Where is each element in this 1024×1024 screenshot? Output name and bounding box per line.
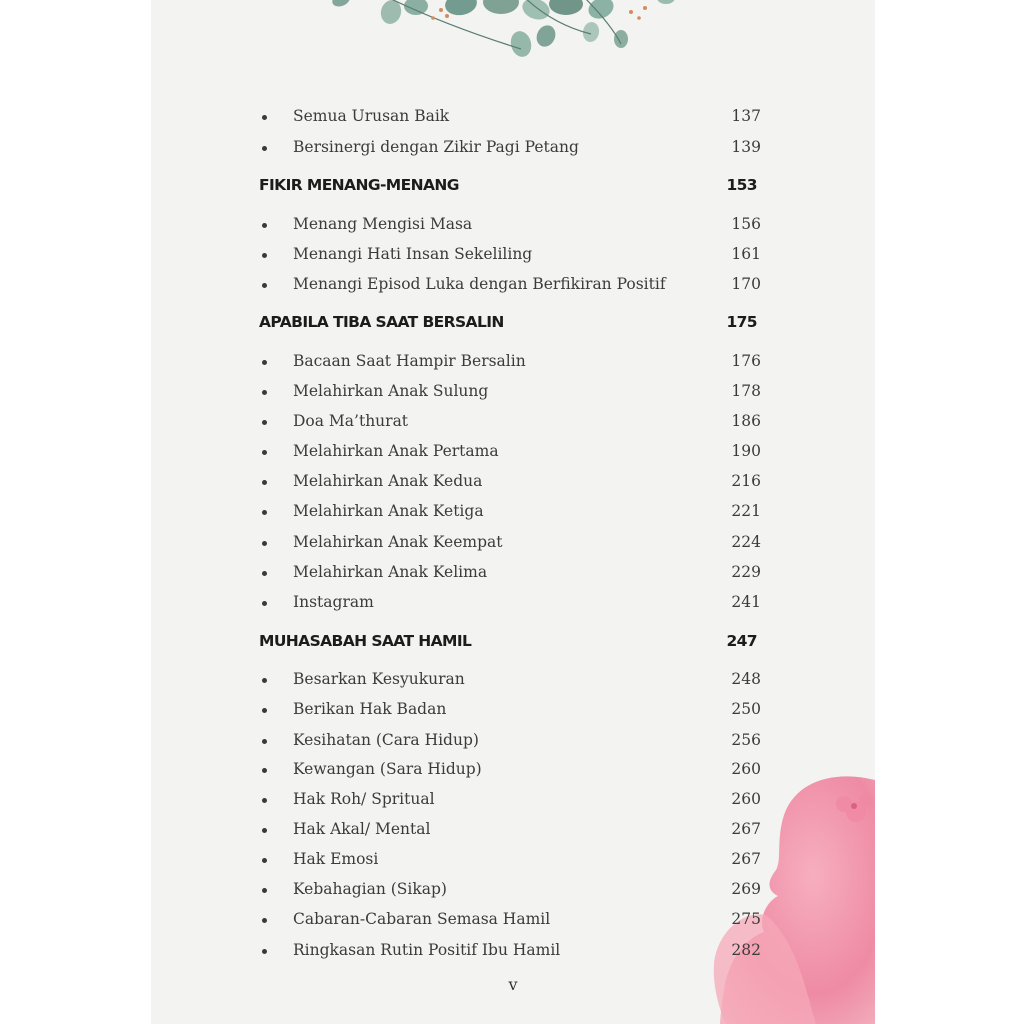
section-title: FIKIR MENANG-MENANG bbox=[259, 176, 459, 194]
toc-item-title: Instagram bbox=[293, 593, 374, 611]
toc-item-page: 137 bbox=[731, 107, 761, 125]
page-number: v bbox=[508, 975, 518, 994]
toc-item-page: 156 bbox=[731, 215, 761, 233]
toc-item[interactable] bbox=[151, 409, 875, 437]
toc-item[interactable] bbox=[151, 560, 875, 588]
toc-item-page: 161 bbox=[731, 245, 761, 263]
toc-item-page: 269 bbox=[731, 880, 761, 898]
toc-item[interactable] bbox=[151, 104, 875, 132]
toc-item[interactable] bbox=[151, 817, 875, 845]
toc-item-page: 178 bbox=[731, 382, 761, 400]
toc-item[interactable] bbox=[151, 697, 875, 725]
toc-item[interactable] bbox=[151, 469, 875, 497]
toc-item[interactable] bbox=[151, 135, 875, 163]
toc-item-title: Kesihatan (Cara Hidup) bbox=[293, 731, 479, 749]
toc-item-title: Melahirkan Anak Keempat bbox=[293, 533, 503, 551]
toc-item-title: Melahirkan Anak Kelima bbox=[293, 563, 488, 581]
toc-item[interactable] bbox=[151, 938, 875, 966]
toc-item[interactable] bbox=[151, 847, 875, 875]
bullet-icon bbox=[262, 450, 267, 455]
bullet-icon bbox=[262, 420, 267, 425]
toc-item[interactable] bbox=[151, 907, 875, 935]
bullet-icon bbox=[262, 798, 267, 803]
toc-item-page: 229 bbox=[731, 563, 761, 581]
toc-item-title: Semua Urusan Baik bbox=[293, 107, 450, 125]
bullet-icon bbox=[262, 541, 267, 546]
toc-item-title: Kewangan (Sara Hidup) bbox=[293, 760, 482, 778]
bullet-icon bbox=[262, 146, 267, 151]
toc-item-page: 186 bbox=[731, 412, 761, 430]
toc-item-title: Menangi Hati Insan Sekeliling bbox=[293, 245, 533, 263]
toc-item-page: 282 bbox=[731, 941, 761, 959]
bullet-icon bbox=[262, 678, 267, 683]
toc-item[interactable] bbox=[151, 877, 875, 905]
toc-item-page: 250 bbox=[731, 700, 761, 718]
toc-item-title: Hak Roh/ Spritual bbox=[293, 790, 435, 808]
toc-item[interactable] bbox=[151, 728, 875, 756]
toc-item[interactable] bbox=[151, 439, 875, 467]
bullet-icon bbox=[262, 571, 267, 576]
bullet-icon bbox=[262, 253, 267, 258]
toc-item-page: 275 bbox=[731, 910, 761, 928]
toc-item-title: Besarkan Kesyukuran bbox=[293, 670, 465, 688]
table-of-contents bbox=[151, 0, 875, 1024]
toc-item[interactable] bbox=[151, 530, 875, 558]
toc-section-heading[interactable] bbox=[151, 629, 875, 657]
toc-item[interactable] bbox=[151, 242, 875, 270]
bullet-icon bbox=[262, 949, 267, 954]
bullet-icon bbox=[262, 828, 267, 833]
bullet-icon bbox=[262, 480, 267, 485]
toc-item-title: Menangi Episod Luka dengan Berfikiran Positif bbox=[293, 275, 666, 293]
toc-item-title: Bersinergi dengan Zikir Pagi Petang bbox=[293, 138, 579, 156]
toc-item-title: Kebahagian (Sikap) bbox=[293, 880, 447, 898]
section-page: 247 bbox=[726, 632, 757, 650]
toc-item[interactable] bbox=[151, 667, 875, 695]
toc-item-page: 256 bbox=[731, 731, 761, 749]
toc-section-heading[interactable] bbox=[151, 173, 875, 201]
toc-item-page: 260 bbox=[731, 790, 761, 808]
bullet-icon bbox=[262, 768, 267, 773]
section-title: MUHASABAH SAAT HAMIL bbox=[259, 632, 472, 650]
section-page: 153 bbox=[726, 176, 757, 194]
bullet-icon bbox=[262, 918, 267, 923]
bullet-icon bbox=[262, 708, 267, 713]
toc-item-title: Cabaran-Cabaran Semasa Hamil bbox=[293, 910, 551, 928]
toc-item-page: 176 bbox=[731, 352, 761, 370]
toc-item-page: 221 bbox=[731, 502, 761, 520]
toc-item[interactable] bbox=[151, 349, 875, 377]
bullet-icon bbox=[262, 360, 267, 365]
toc-item-page: 241 bbox=[731, 593, 761, 611]
toc-item-title: Melahirkan Anak Sulung bbox=[293, 382, 489, 400]
toc-item-page: 190 bbox=[731, 442, 761, 460]
toc-item-title: Hak Emosi bbox=[293, 850, 379, 868]
toc-item-title: Melahirkan Anak Ketiga bbox=[293, 502, 484, 520]
toc-item[interactable] bbox=[151, 212, 875, 240]
toc-item-page: 216 bbox=[731, 472, 761, 490]
toc-item-title: Menang Mengisi Masa bbox=[293, 215, 473, 233]
toc-item-title: Melahirkan Anak Kedua bbox=[293, 472, 483, 490]
bullet-icon bbox=[262, 888, 267, 893]
toc-item-page: 248 bbox=[731, 670, 761, 688]
toc-item-title: Berikan Hak Badan bbox=[293, 700, 447, 718]
bullet-icon bbox=[262, 858, 267, 863]
toc-item-page: 267 bbox=[731, 820, 761, 838]
toc-item-page: 260 bbox=[731, 760, 761, 778]
toc-item-title: Ringkasan Rutin Positif Ibu Hamil bbox=[293, 941, 561, 959]
book-page bbox=[151, 0, 875, 1024]
toc-item-page: 170 bbox=[731, 275, 761, 293]
toc-item-page: 224 bbox=[731, 533, 761, 551]
section-page: 175 bbox=[726, 313, 757, 331]
bullet-icon bbox=[262, 283, 267, 288]
toc-section-heading[interactable] bbox=[151, 310, 875, 338]
toc-item-page: 139 bbox=[731, 138, 761, 156]
toc-item[interactable] bbox=[151, 499, 875, 527]
bullet-icon bbox=[262, 601, 267, 606]
bullet-icon bbox=[262, 223, 267, 228]
bullet-icon bbox=[262, 115, 267, 120]
toc-item-page: 267 bbox=[731, 850, 761, 868]
toc-item[interactable] bbox=[151, 379, 875, 407]
toc-item-title: Bacaan Saat Hampir Bersalin bbox=[293, 352, 526, 370]
toc-item-title: Doa Ma’thurat bbox=[293, 412, 409, 430]
toc-item-title: Melahirkan Anak Pertama bbox=[293, 442, 499, 460]
bullet-icon bbox=[262, 510, 267, 515]
bullet-icon bbox=[262, 739, 267, 744]
toc-item[interactable] bbox=[151, 757, 875, 785]
section-title: APABILA TIBA SAAT BERSALIN bbox=[259, 313, 504, 331]
toc-item[interactable] bbox=[151, 272, 875, 300]
bullet-icon bbox=[262, 390, 267, 395]
toc-item[interactable] bbox=[151, 590, 875, 618]
toc-item-title: Hak Akal/ Mental bbox=[293, 820, 431, 838]
toc-item[interactable] bbox=[151, 787, 875, 815]
